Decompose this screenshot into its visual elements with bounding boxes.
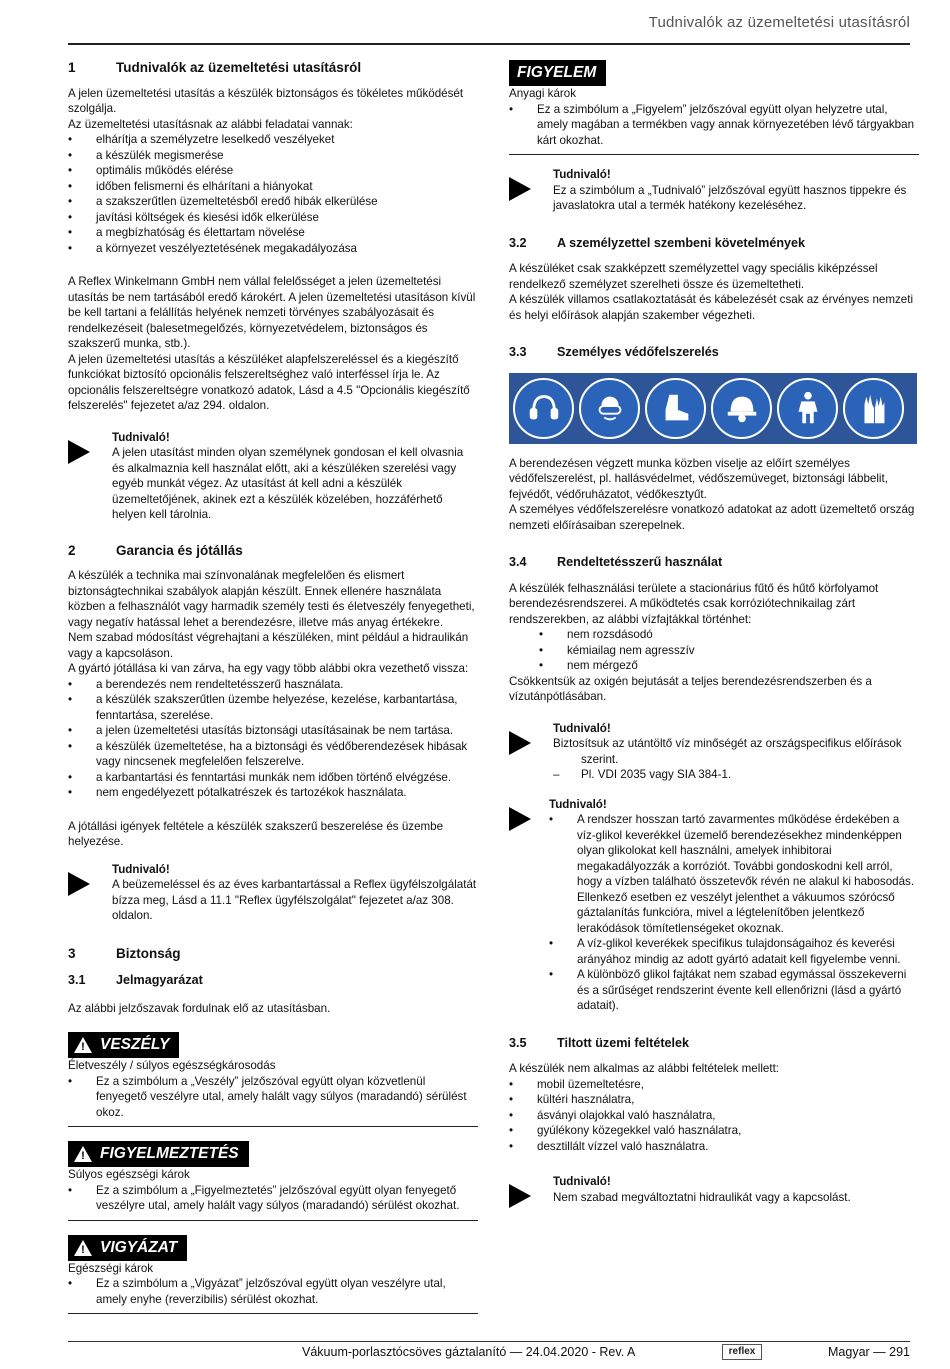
- paragraph: Csökkentsük az oxigén bejutását a teljes berendezésrendszerben és a vízutánpótlásában.: [509, 674, 872, 703]
- note-title: Tudnivaló!: [112, 862, 170, 876]
- arrow-icon: [509, 1174, 553, 1208]
- list-item: • A rendszer hosszan tartó zavarmentes működése érdekében a víz-glikol keverékkel üzemelő berendezésekhez mindenképpen olyan glikolokat kell használni, amelyek inhibitorai megakadályozzák a korróziót. További gondoskodni kell arról, hogy a vízben található összetevők révén ne alakul ki habosodás. Ellenkező esetben ez veszélyt jelenthet a vákuumos szórócső gáztalanítás funkcióra, mivel a légtelenítőben jelentkező lerakódások tömítetlenségeket okoznak.: [549, 812, 919, 936]
- note-title: Tudnivaló!: [112, 430, 170, 444]
- bullet-list: [68, 1276, 478, 1307]
- divider: [509, 154, 919, 155]
- list-item: • kültéri használatra,: [509, 1092, 919, 1108]
- section-number: 2: [68, 542, 76, 558]
- paragraph: A Reflex Winkelmann GmbH nem vállal felelősséget a jelen üzemeltetési utasítás be nem tartásából eredő károkért. A jelen üzemeltetési utasításon kívül be kell tartani a felállítás helyének nemzeti törvényes szabályozásait és rendelkezéseit (balesetmegelőzés, környezetvédelem, biztonságos és szakszerű munka, stb.).: [68, 275, 476, 350]
- list-item: • időben felismerni és elhárítani a hiányokat: [68, 179, 478, 195]
- caution-badge: ! VIGYÁZAT: [68, 1235, 187, 1261]
- section-3-3-heading: [509, 345, 919, 361]
- right-column: [509, 60, 919, 1208]
- note-box: [509, 1174, 919, 1208]
- warning-triangle-icon: !: [74, 1240, 92, 1256]
- section-number: 3: [68, 945, 76, 961]
- section-title: Személyes védőfelszerelés: [557, 345, 719, 359]
- note-box: [509, 167, 919, 214]
- paragraph: A jelen üzemeltetési utasítás a készülék biztonságos és tökéletes működését szolgálja.: [68, 86, 464, 115]
- paragraph: A készülék a technika mai színvonalának megfelelően és elismert biztonságtechnikai szabályok alapján készült. Ennek ellenére használata közben a felhasználót vagy harmadik személy testi és életveszély fenyegetheti, vagy negatív hatással lehet a berendezésre, illetve más anyag értékekre.: [68, 569, 475, 629]
- note-text: Ez a szimbólum a „Tudnivaló” jelzőszóval együtt hasznos tippekre és javaslatokra utal a termék hatékony kezeléséhez.: [553, 183, 907, 212]
- list-item: • gyúlékony közegekkel való használatra,: [509, 1123, 919, 1139]
- section-title: Tudnivalók az üzemeltetési utasításról: [116, 60, 362, 75]
- arrow-icon: [509, 797, 553, 1014]
- section-1-heading: [68, 60, 478, 76]
- section-number: 3.4: [509, 555, 527, 569]
- note-title: Tudnivaló!: [553, 721, 611, 735]
- note-box: [68, 430, 478, 523]
- list-item: • ásványi olajokkal való használatra,: [509, 1108, 919, 1124]
- section-3-5-heading: [509, 1036, 919, 1052]
- bullet-list: [549, 812, 919, 1014]
- list-item: • a berendezés nem rendeltetésszerű használata.: [68, 677, 478, 693]
- paragraph: A gyártó jótállása ki van zárva, ha egy vagy több alábbi okra vezethető vissza:: [68, 662, 469, 675]
- section-title: Jelmagyarázat: [116, 973, 203, 987]
- notice-badge: FIGYELEM: [509, 60, 606, 86]
- divider: [68, 1126, 478, 1127]
- protective-clothing-icon: [777, 378, 838, 439]
- list-item: • desztillált vízzel való használatra.: [509, 1139, 919, 1155]
- section-title: A személyzettel szembeni követelmények: [557, 235, 806, 250]
- note-text: szerint.: [581, 752, 619, 766]
- safety-boot-icon: [645, 378, 706, 439]
- list-item: • Ez a szimbólum a „Veszély” jelzőszóval együtt olyan közvetlenül fenyegető veszélyre utal, amely halált vagy súlyos (maradandó) sérülést okoz.: [68, 1074, 478, 1121]
- arrow-icon: [68, 430, 112, 523]
- section-title: Garancia és jótállás: [116, 542, 243, 558]
- dash-list: [553, 767, 919, 783]
- section-title: Tiltott üzemi feltételek: [557, 1035, 690, 1050]
- arrow-icon: [509, 721, 553, 783]
- section-3-4-heading: [509, 555, 919, 571]
- bullet-list: [509, 102, 919, 149]
- list-item: • a szakszerűtlen üzemeltetésből eredő hibák elkerülése: [68, 194, 478, 210]
- helmet-icon: [711, 378, 772, 439]
- list-item: • a karbantartási és fenntartási munkák nem időben történő elvégzése.: [68, 770, 478, 786]
- list-item: • nem mérgező: [509, 658, 919, 674]
- warning-triangle-icon: !: [74, 1146, 92, 1162]
- bullet-list: [68, 677, 478, 801]
- section-number: 1: [68, 60, 76, 75]
- warning-badge: ! FIGYELMEZTETÉS: [68, 1141, 249, 1167]
- note-title: Tudnivaló!: [553, 168, 611, 181]
- signal-block-danger: [68, 1032, 478, 1127]
- paragraph: Az alábbi jelzőszavak fordulnak elő az utasításban.: [68, 1001, 331, 1015]
- signal-subtitle: Súlyos egészségi károk: [68, 1168, 190, 1181]
- paragraph: A készülék villamos csatlakoztatását és kábelezését csak az érvényes nemzeti és helyi előírások alapján szakember végezheti.: [509, 293, 914, 322]
- goggles-icon: [579, 378, 640, 439]
- list-item: • a készülék szakszerűtlen üzembe helyezése, kezelése, karbantartása, fenntartása, szerelése.: [68, 692, 478, 723]
- section-number: 3.1: [68, 973, 86, 987]
- bullet-list: [68, 1074, 478, 1121]
- paragraph: A személyes védőfelszerelésre vonatkozó adatokat az adott üzemeltető ország nemzeti előírásaiban szerepelnek.: [509, 503, 915, 532]
- list-item: • Ez a szimbólum a „Figyelem” jelzőszóval együtt olyan helyzetre utal, amely magában a termékben vagy annak környezetében lévő tárgyakban kárt okozhat.: [509, 102, 919, 149]
- signal-block-notice: [509, 60, 919, 155]
- signal-subtitle: Egészségi károk: [68, 1261, 154, 1275]
- note-title: Tudnivaló!: [553, 1175, 611, 1188]
- divider: [68, 1313, 478, 1314]
- list-item: • javítási költségek és kiesési idők elkerülése: [68, 210, 478, 226]
- list-item: • nem engedélyezett pótalkatrészek és tartozékok használata.: [68, 785, 478, 801]
- list-item: • a megbízhatóság és élettartam növelése: [68, 225, 478, 241]
- list-item: • kémiailag nem agresszív: [509, 643, 919, 659]
- running-header: Tudnivalók az üzemeltetési utasításról: [648, 14, 910, 31]
- note-text: Nem szabad megváltoztatni hidraulikát vagy a kapcsolást.: [553, 1190, 851, 1204]
- list-item: • a készülék üzemeltetése, ha a biztonsági és védőberendezések hibásak vagy nincsenek megfelelően felszerelve.: [68, 739, 478, 770]
- bullet-list: [68, 1183, 478, 1214]
- note-box: [509, 721, 919, 783]
- footer-document-title: Vákuum-porlasztócsöves gáztalanító — 24.04.2020 - Rev. A: [302, 1345, 636, 1359]
- list-item: • nem rozsdásodó: [509, 627, 919, 643]
- section-number: 3.2: [509, 235, 527, 250]
- signal-subtitle: Életveszély / súlyos egészségkárosodás: [68, 1059, 276, 1072]
- page-number: Magyar — 291: [828, 1345, 910, 1359]
- section-number: 3.3: [509, 345, 527, 359]
- list-item: • elhárítja a személyzetre leselkedő veszélyeket: [68, 132, 478, 148]
- list-item: • mobil üzemeltetésre,: [509, 1077, 919, 1093]
- list-item: • Ez a szimbólum a „Figyelmeztetés” jelzőszóval együtt olyan fenyegető veszélyre utal, amely halált vagy súlyos (maradandó) sérülést okozhat.: [68, 1183, 478, 1214]
- section-2-heading: [68, 543, 478, 559]
- section-3-2-heading: [509, 236, 919, 252]
- danger-badge: ! VESZÉLY: [68, 1032, 179, 1058]
- signal-subtitle: Anyagi károk: [509, 87, 577, 100]
- paragraph: A készülék nem alkalmas az alábbi feltételek mellett:: [509, 1062, 780, 1075]
- arrow-icon: [509, 167, 553, 214]
- reflex-logo: reflex: [722, 1344, 762, 1360]
- section-title: Rendeltetésszerű használat: [557, 555, 723, 569]
- list-item: • A különböző glikol fajtákat nem szabad egymással összekeverni és a sűrűséget rendszerint évente kell ellenőrizni (lásd a gyártó adatait).: [549, 967, 919, 1014]
- section-3-heading: [68, 946, 478, 962]
- footer-rule: [68, 1341, 910, 1342]
- list-item: • a jelen üzemeltetési utasítás biztonsági utasításainak be nem tartása.: [68, 723, 478, 739]
- ear-protection-icon: [513, 378, 574, 439]
- note-box: [509, 797, 919, 1014]
- divider: [68, 1220, 478, 1221]
- paragraph: A készüléket csak szakképzett személyzettel vagy speciális kiképzéssel rendelkező személyzet szerelheti össze és üzemeltetheti.: [509, 262, 878, 291]
- paragraph: A készülék felhasználási területe a stacionárius fűtő és hűtő körfolyamot berendezésrendszerei. A működtetés csak korróziótechnikailag zárt rendszerekben, az alábbi vízfajtákkal történhet:: [509, 581, 879, 626]
- note-title: Tudnivaló!: [549, 797, 607, 811]
- list-item: • optimális működés elérése: [68, 163, 478, 179]
- bullet-list: [68, 132, 478, 256]
- list-item: • Ez a szimbólum a „Vigyázat” jelzőszóval együtt olyan veszélyre utal, amely enyhe (reverzibilis) sérülést okozhat.: [68, 1276, 478, 1307]
- paragraph: A jelen üzemeltetési utasítás a készüléket alapfelszereléssel és a kiegészítő funkciókat biztosító opcionális felszereltséghez való interféssel írja le. Az opcionális felszereltségre vonatkozó adatok, Lásd a 4.5 "Opcionális kiegészítő felszerelés" fejezetet a/az 294. oldalon.: [68, 352, 470, 412]
- list-item: • a készülék megismerése: [68, 148, 478, 164]
- left-column: [68, 60, 478, 1314]
- warning-triangle-icon: !: [74, 1037, 92, 1053]
- note-box: [68, 862, 478, 924]
- bullet-list: [509, 1077, 919, 1155]
- note-text: A jelen utasítást minden olyan személynek gondosan el kell olvasnia és alkalmaznia kell használat előtt, aki a készüléken szerelési vagy egyéb munkát végez. Az utasítást át kell adni a készülék üzemeltetőjének, akinek ezt a készülék közelében, hozzáférhető helyen kell tárolnia.: [112, 446, 464, 521]
- ppe-icon-strip: [509, 373, 917, 444]
- paragraph: Az üzemeltetési utasításnak az alábbi feladatai vannak:: [68, 117, 353, 131]
- header-rule: [68, 43, 910, 45]
- signal-block-warning: [68, 1141, 478, 1221]
- list-item: • a környezet veszélyeztetésének megakadályozása: [68, 241, 478, 257]
- bullet-list: [509, 627, 919, 674]
- signal-block-caution: [68, 1235, 478, 1315]
- paragraph: A berendezésen végzett munka közben viselje az előírt személyes védőfelszerelést, pl. hallásvédelmet, védőszemüveget, biztonsági lábbelit, fejvédőt, védőruházatot, védőkesztyűt.: [509, 456, 888, 501]
- section-title: Biztonság: [116, 945, 181, 961]
- section-3-1-heading: [68, 973, 478, 989]
- list-item: – Pl. VDI 2035 vagy SIA 384-1.: [553, 767, 919, 783]
- gloves-icon: [843, 378, 904, 439]
- paragraph: Nem szabad módosítást végrehajtani a készüléken, mint például a hidraulikán vagy a kapcsoláson.: [68, 631, 469, 660]
- section-number: 3.5: [509, 1035, 527, 1050]
- paragraph: A jótállási igények feltétele a készülék szakszerű beszerelése és üzembe helyezése.: [68, 819, 444, 848]
- arrow-icon: [68, 862, 112, 924]
- list-item: • A víz-glikol keverékek specifikus tulajdonságaihoz és keverési arányához mindig az adott gyártó adatait kell figyelembe venni.: [549, 936, 919, 967]
- note-text: A beüzemeléssel és az éves karbantartással a Reflex ügyfélszolgálatát bízza meg, Lásd a 11.1 "Reflex ügyfélszolgálat" fejezetet a/az 308. oldalon.: [112, 878, 477, 922]
- note-text: Biztosítsuk az utántöltő víz minőségét az országspecifikus előírások: [553, 737, 902, 750]
